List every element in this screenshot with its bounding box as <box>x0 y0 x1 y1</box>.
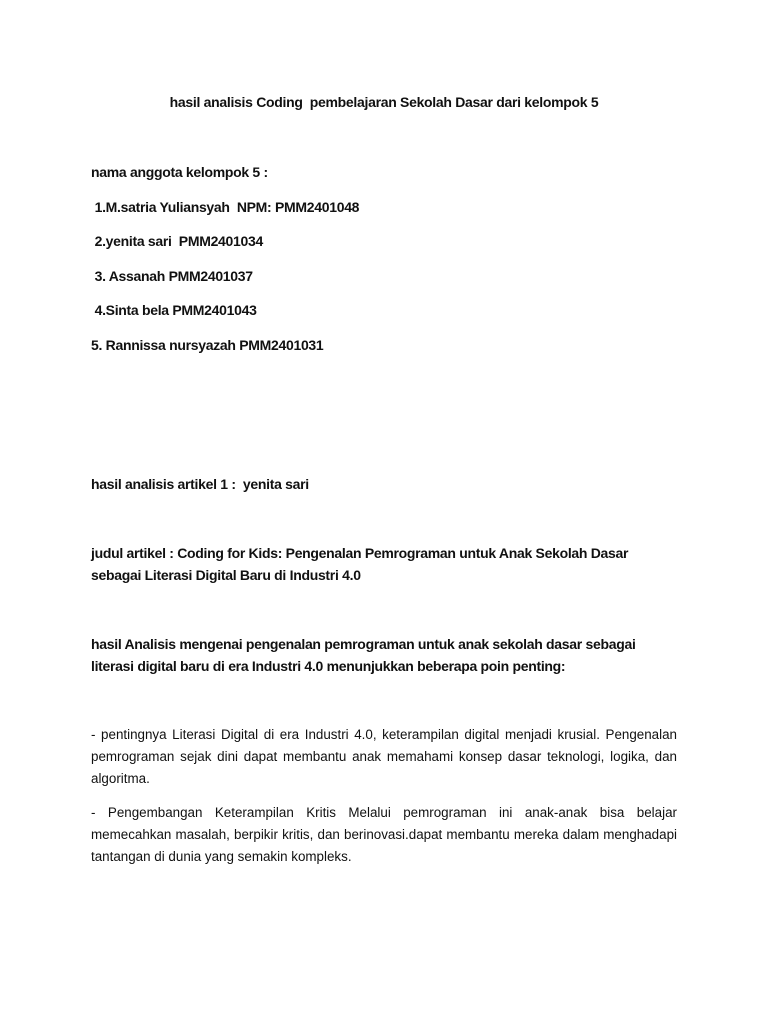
member-item-3: 3. Assanah PMM2401037 <box>91 268 253 284</box>
analysis-point-2: - Pengembangan Keterampilan Kritis Melalui pemrograman ini anak-anak bisa belajar memecahkan masalah, berpikir kritis, dan berinovasi.dapat membantu mereka dalam menghadapi tantangan di dunia yang semakin kompleks. <box>91 805 677 864</box>
document-title: hasil analisis Coding pembelajaran Sekolah Dasar dari kelompok 5 <box>169 94 599 110</box>
members-heading: nama anggota kelompok 5 : <box>91 164 268 180</box>
member-item-4: 4.Sinta bela PMM2401043 <box>91 302 257 318</box>
article-title: judul artikel : Coding for Kids: Pengenalan Pemrograman untuk Anak Sekolah Dasar sebagai Literasi Digital Baru di Industri 4.0 <box>91 545 629 583</box>
member-item-2: 2.yenita sari PMM2401034 <box>91 233 263 249</box>
analysis-point-1: - pentingnya Literasi Digital di era Industri 4.0, keterampilan digital menjadi krusial. Pengenalan pemrograman sejak dini dapat membantu anak memahami konsep dasar teknologi, logika, dan algoritma. <box>91 727 677 786</box>
analysis-intro: hasil Analisis mengenai pengenalan pemrograman untuk anak sekolah dasar sebagai literasi digital baru di era Industri 4.0 menunjukkan beberapa poin penting: <box>91 636 636 674</box>
member-item-5: 5. Rannissa nursyazah PMM2401031 <box>91 337 324 353</box>
analysis-heading: hasil analisis artikel 1 : yenita sari <box>91 476 309 492</box>
member-item-1: 1.M.satria Yuliansyah NPM: PMM2401048 <box>91 199 360 215</box>
